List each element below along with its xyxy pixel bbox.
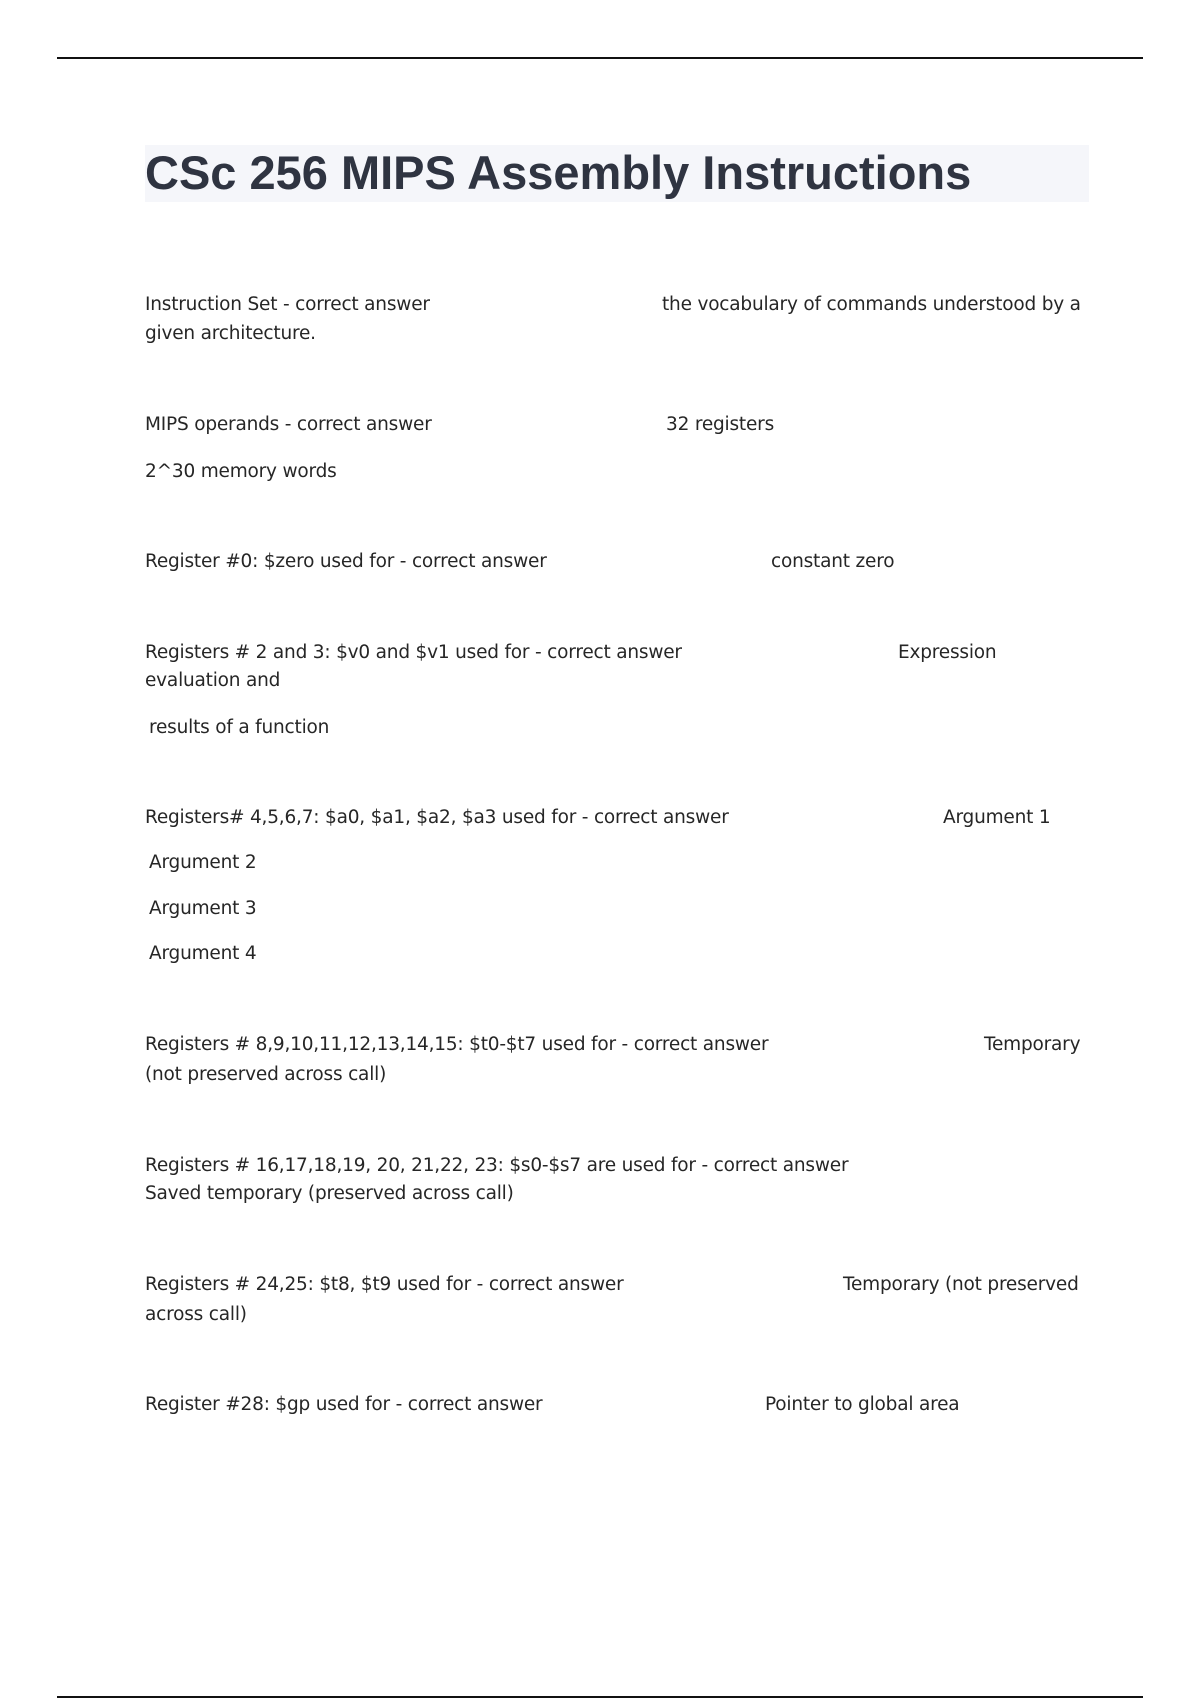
card-answer: Expression xyxy=(898,642,997,663)
card-answer: Temporary xyxy=(984,1034,1081,1055)
card-question: Instruction Set - correct answer xyxy=(145,294,430,315)
card-answer: Argument 1 xyxy=(943,807,1051,828)
card-answer-continued: Argument 3 xyxy=(149,898,257,919)
card-answer-continued: across call) xyxy=(145,1304,247,1325)
card-answer: Pointer to global area xyxy=(765,1394,960,1415)
card-question: Register #28: $gp used for - correct answer xyxy=(145,1394,543,1415)
card-answer: the vocabulary of commands understood by a xyxy=(662,294,1081,315)
bottom-rule xyxy=(57,1696,1143,1698)
card-answer-continued: 2^30 memory words xyxy=(145,461,337,482)
card-answer: 32 registers xyxy=(666,414,775,435)
card-answer: constant zero xyxy=(771,551,895,572)
card-question: Registers# 4,5,6,7: $a0, $a1, $a2, $a3 used for - correct answer xyxy=(145,807,729,828)
card-answer: Saved temporary (preserved across call) xyxy=(145,1183,514,1204)
card-answer-continued: given architecture. xyxy=(145,323,316,344)
card-answer-continued: results of a function xyxy=(149,717,330,738)
card-answer-continued: Argument 4 xyxy=(149,943,257,964)
card-question: Registers # 24,25: $t8, $t9 used for - correct answer xyxy=(145,1274,624,1295)
card-question: Register #0: $zero used for - correct answer xyxy=(145,551,547,572)
card-answer: Temporary (not preserved xyxy=(843,1274,1079,1295)
card-answer-continued: Argument 2 xyxy=(149,852,257,873)
card-question: MIPS operands - correct answer xyxy=(145,414,432,435)
card-question: Registers # 16,17,18,19, 20, 21,22, 23: $s0-$s7 are used for - correct answer xyxy=(145,1155,849,1176)
card-answer-continued: evaluation and xyxy=(145,670,281,691)
card-question: Registers # 8,9,10,11,12,13,14,15: $t0-$t7 used for - correct answer xyxy=(145,1034,769,1055)
page-title: CSc 256 MIPS Assembly Instructions xyxy=(145,146,972,199)
top-rule xyxy=(57,57,1143,59)
card-answer-continued: (not preserved across call) xyxy=(145,1064,387,1085)
card-question: Registers # 2 and 3: $v0 and $v1 used for - correct answer xyxy=(145,642,682,663)
